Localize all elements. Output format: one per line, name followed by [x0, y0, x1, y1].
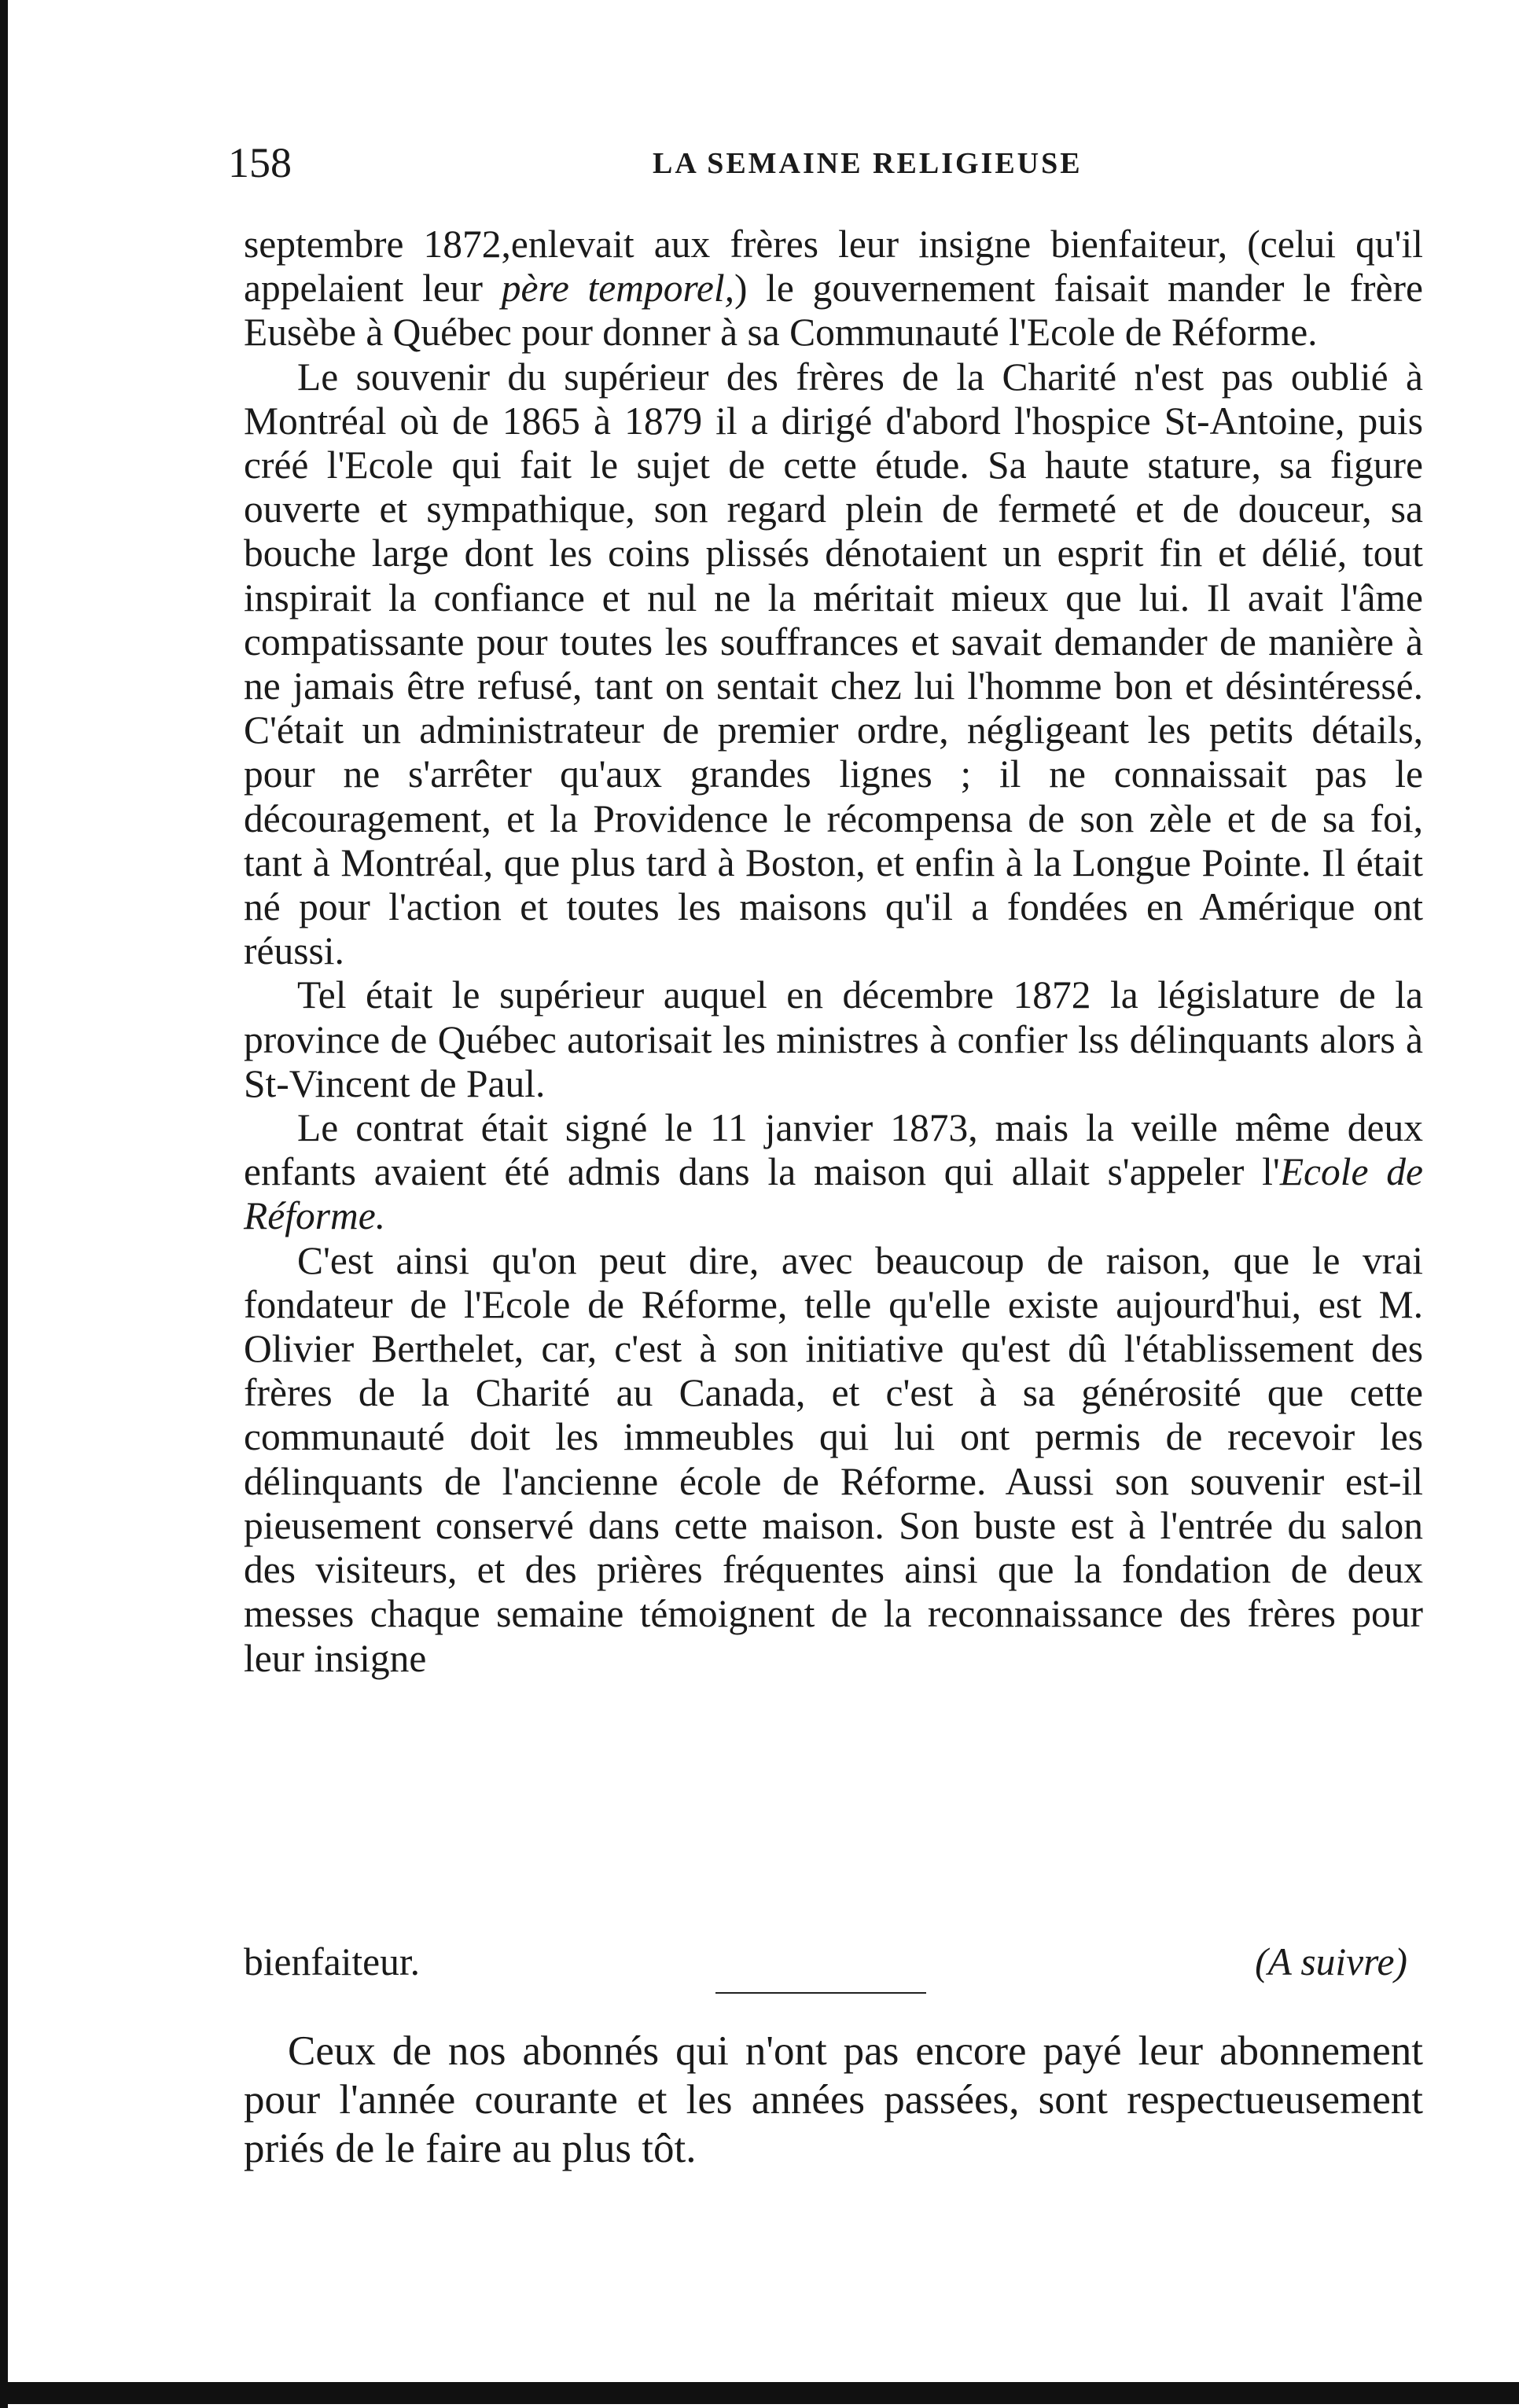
- paragraph: C'est ainsi qu'on peut dire, avec beaucoup de raison, que le vrai fondateur de l'Ecole de Réforme, telle qu'elle existe aujourd'hui, est M. Olivier Berthelet, car, c'est à son initiative qu'est dû l'établissement des frères de la Charité au Canada, et c'est à sa générosité que cette communauté doit les immeubles qui lui ont permis de recevoir les délinquants de l'ancienne école de Réforme. Aussi son souvenir est-il pieusement conservé dans cette maison. Son buste est à l'entrée du salon des visiteurs, et des prières fréquentes ainsi que la fondation de deux messes chaque semaine témoignent de la reconnaissance des frères pour leur insigne: [244, 1238, 1423, 1680]
- paragraph: Tel était le supérieur auquel en décembre 1872 la législature de la province de Québec autorisait les ministres à confier lss délinquants alors à St-Vincent de Paul.: [244, 973, 1423, 1105]
- subscriber-notice: Ceux de nos abonnés qui n'ont pas encore payé leur abonnement pour l'année courante et les années passées, sont respectueusement priés de le faire au plus tôt.: [244, 2028, 1423, 2171]
- paragraph-text: Le contrat était signé le 11 janvier 1873, mais la veille même deux enfants avaient été admis dans la maison qui allait s'appeler l': [244, 1106, 1423, 1194]
- italic-title: Ecole de Réforme.: [244, 1150, 1423, 1238]
- page-header: [228, 135, 1423, 190]
- article-body: [244, 222, 1423, 1681]
- continued-note: (A suivre): [1255, 1940, 1407, 1983]
- paragraph-text: ) le gouvernement faisait mander le frère Eusèbe à Québec pour donner à sa Communauté l'Ecole de Réforme.: [244, 267, 1423, 355]
- scan-left-border: [0, 0, 8, 2408]
- italic-phrase: père temporel,: [501, 267, 735, 311]
- paragraph-continued: [244, 222, 1423, 355]
- paragraph-text: bienfaiteur.: [244, 1940, 421, 1983]
- paragraph-last-line: [244, 1940, 1423, 1987]
- paragraph-text: (celui qu'il appelaient leur: [244, 222, 1424, 311]
- paragraph-text: septembre 1872,enlevait aux frères leur insigne bienfaiteur,: [244, 222, 1228, 266]
- page-number: 158: [228, 139, 292, 186]
- paragraph: Le souvenir du supérieur des frères de la Charité n'est pas oublié à Montréal où de 1865 à 1879 il a dirigé d'abord l'hospice St-Antoine, puis créé l'Ecole qui fait le sujet de cette étude. Sa haute stature, sa figure ouverte et sympathique, son regard plein de fermeté et de douceur, sa bouche large dont les coins plissés dénotaient un esprit fin et délié, tout inspirait la confiance et nul ne la méritait mieux que lui. Il avait l'âme compatissante pour toutes les souffrances et savait demander de manière à ne jamais être refusé, tant on sentait chez lui l'homme bon et désintéressé. C'était un administrateur de premier ordre, négligeant les petits détails, pour ne s'arrêter qu'aux grandes lignes ; il ne connaissait pas le découragement, et la Providence le récompensa de son zèle et de sa foi, tant à Montréal, que plus tard à Boston, et enfin à la Longue Pointe. Il était né pour l'action et toutes les maisons qu'il a fondées en Amérique ont réussi.: [244, 355, 1423, 973]
- paragraph: [244, 1106, 1423, 1239]
- section-divider: [715, 1992, 926, 1994]
- scan-bottom-border: [0, 2382, 1519, 2404]
- running-title: LA SEMAINE RELIGIEUSE: [653, 147, 1083, 180]
